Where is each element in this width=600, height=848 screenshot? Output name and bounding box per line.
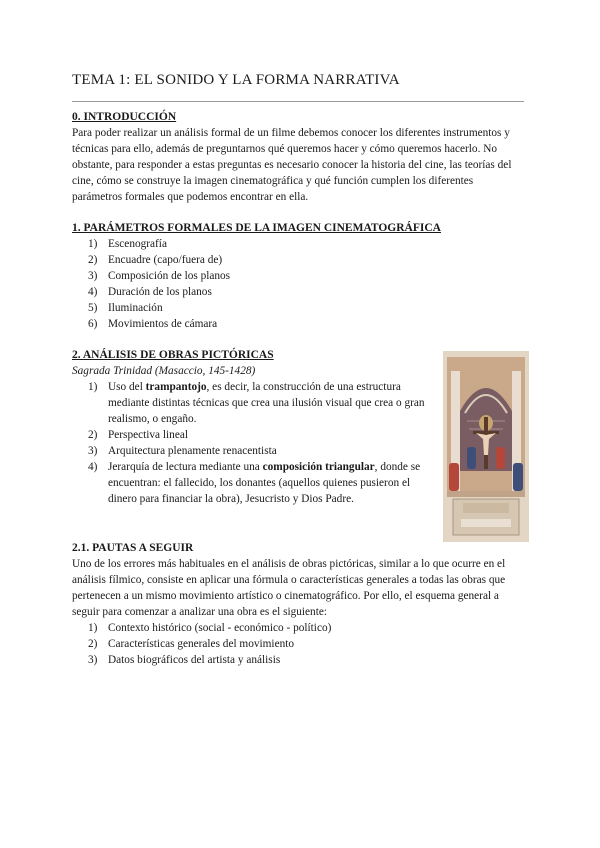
parameters-section: [72, 220, 528, 332]
list-item: 4) Jerarquía de lectura mediante una composición triangular, donde se encuentran: el fallecido, los donantes (aquellos quienes pusieron el dinero para financiar la obra), Jesucristo y Dios Padre.: [88, 461, 421, 505]
page-title: TEMA 1: EL SONIDO Y LA FORMA NARRATIVA: [72, 72, 400, 88]
list-item: 3) Datos biográficos del artista y análisis: [88, 654, 281, 666]
list-item: 3) Composición de los planos: [88, 270, 231, 282]
list-item: 5) Iluminación: [88, 302, 163, 314]
list-item: 1) Contexto histórico (social - económico - político): [88, 622, 332, 634]
list-item: 6) Movimientos de cámara: [88, 318, 218, 330]
list-item: 1) Escenografía: [88, 238, 167, 250]
mary-figure: [467, 447, 476, 469]
list-item: 3) Arquitectura plenamente renacentista: [88, 445, 277, 457]
guidelines-section: [72, 540, 528, 668]
skeleton-figure: [461, 519, 511, 527]
fresco-ledge: [447, 491, 525, 497]
guidelines-paragraph: Uno de los errores más habituales en el análisis de obras pictóricas, similar a lo que ocurre en el análisis fílmico, consiste en aplicar una fórmula o características generales a todas las obras que pertenecen a un mismo movimiento artístico o cinematográfico. Por ello, el esquema general a seguir para comenzar a analizar una obra es el siguiente:: [72, 558, 506, 618]
holy-trinity-fresco-image: [443, 351, 529, 542]
title-divider: [72, 101, 524, 102]
list-item: 4) Duración de los planos: [88, 286, 212, 298]
tomb-inscription: [463, 503, 509, 513]
list-item: 2) Perspectiva lineal: [88, 429, 188, 441]
parameters-heading: 1. PARÁMETROS FORMALES DE LA IMAGEN CINEMATOGRÁFICA: [72, 222, 441, 234]
left-donor-figure: [449, 463, 459, 491]
intro-section: [72, 109, 528, 205]
list-item: 2) Características generales del movimiento: [88, 638, 295, 650]
right-donor-figure: [513, 463, 523, 491]
guidelines-heading: 2.1. PAUTAS A SEGUIR: [72, 542, 194, 554]
john-figure: [496, 447, 505, 469]
list-item: 2) Encuadre (capo/fuera de): [88, 254, 223, 266]
paintings-list: [72, 379, 432, 507]
guidelines-list: [72, 620, 528, 668]
parameters-list: [72, 236, 528, 332]
intro-heading: 0. INTRODUCCIÓN: [72, 111, 177, 123]
list-item: 1) Uso del trampantojo, es decir, la construcción de una estructura mediante distintas técnicas que crea una ilusión visual que crea o gran realismo, o engaño.: [88, 381, 425, 425]
paintings-section: [72, 347, 432, 507]
painting-subtitle: Sagrada Trinidad (Masaccio, 145-1428): [72, 365, 256, 377]
paintings-heading: 2. ANÁLISIS DE OBRAS PICTÓRICAS: [72, 349, 274, 361]
intro-paragraph: Para poder realizar un análisis formal de un filme debemos conocer los diferentes instrumentos y técnicas para ello, además de preguntarnos qué queremos hacer y cómo queremos hacerlo. No obstante, para responder a estas preguntas es necesario conocer la historia del cine, las teorías del cine, cómo se construye la imagen cinematográfica y qué función cumplen los diferentes parámetros formales que podemos encontrar en ella.: [72, 127, 512, 203]
